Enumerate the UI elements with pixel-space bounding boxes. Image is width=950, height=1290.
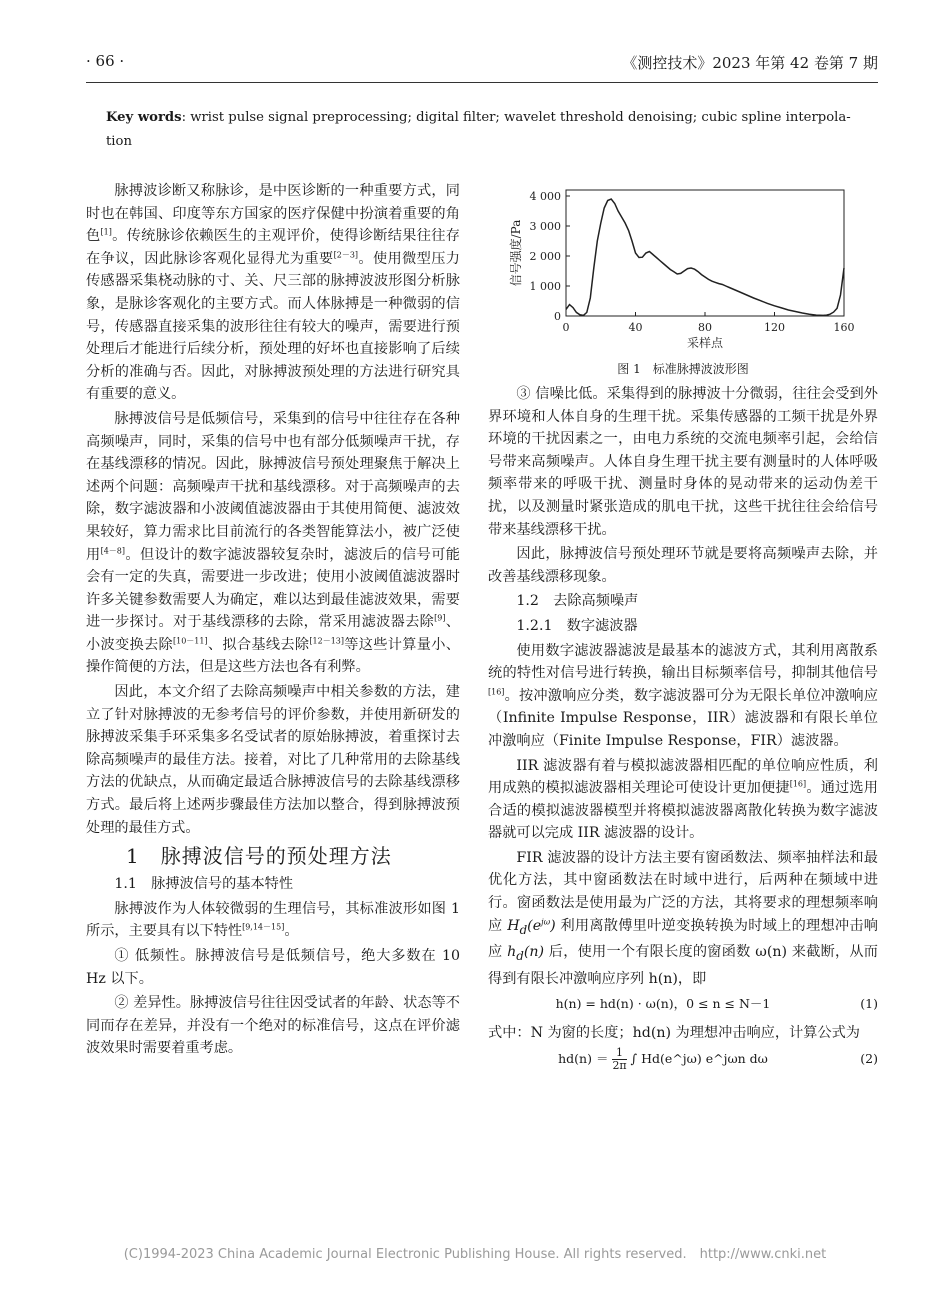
paragraph: 因此，脉搏波信号预处理环节就是要将高频噪声去除，并改善基线漂移现象。 xyxy=(488,546,878,585)
equation-lhs: hd(n) ＝ xyxy=(558,1051,609,1067)
text: 、拟合基线去除 xyxy=(207,636,310,653)
paragraph: ③ 信噪比低。采集得到的脉搏波十分微弱，往往会受到外界环境和人体自身的生理干扰。采集传感器的工频干扰是外界环境的干扰因素之一，由电力系统的交流电频率引起，会给信号带来高频噪声。人体自身生理干扰主要有测量时的人体呼吸频率带来的呼吸干扰、测量时身体的晃动带来的运动伪差干扰，以及测量时紧张造成的肌电干扰，这些干扰往往会给信号带来基线漂移干扰。 xyxy=(488,386,878,538)
copyright-footer: (C)1994-2023 China Academic Journal Electronic Publishing House. All rights reserved. http://www.cnki.net xyxy=(123,1247,827,1262)
y-tick-label: 4 000 xyxy=(529,190,561,203)
paragraph xyxy=(86,180,460,406)
y-axis-label: 信号强度/Pa xyxy=(509,219,523,287)
section-heading: 1 脉搏波信号的预处理方法 xyxy=(126,844,392,869)
paragraph xyxy=(488,847,878,990)
fraction-denominator: 2π xyxy=(612,1059,627,1073)
equation-2 xyxy=(488,1047,878,1072)
citation: [10－11] xyxy=(172,636,208,646)
plot-frame xyxy=(566,190,844,316)
x-tick-label: 80 xyxy=(698,321,712,334)
text: 。传统脉诊依赖医生的主观评价，使得诊断结果往往存在争议，因此脉诊客观化显得尤为重要 xyxy=(86,228,460,267)
x-tick-label: 120 xyxy=(764,321,785,334)
paragraph: ② 差异性。脉搏波信号往往因受试者的年龄、状态等不同而存在差异，并没有一个绝对的标准信号，这点在评价滤波效果时需要着重考虑。 xyxy=(86,995,460,1057)
paragraph xyxy=(488,755,878,845)
text: 。按冲激响应分类，数字滤波器可分为无限长单位冲激响应（Infinite Impulse Response，IIR）滤波器和有限长单位冲激响应（Finite Impulse Response，FIR）滤波器。 xyxy=(488,687,878,749)
subsection-heading: 1.1 脉搏波信号的基本特性 xyxy=(114,876,294,893)
equation-1 xyxy=(488,993,878,1016)
citation: [9] xyxy=(434,613,446,623)
y-tick-label: 0 xyxy=(554,310,561,323)
paragraph xyxy=(86,408,460,679)
text: 。 xyxy=(284,923,299,940)
citation: [16] xyxy=(789,779,807,789)
x-tick-label: 0 xyxy=(562,321,570,334)
equation-number: (1) xyxy=(860,996,878,1012)
subsection-heading: 1.2 去除高频噪声 xyxy=(516,593,639,610)
fraction-numerator: 1 xyxy=(612,1047,626,1060)
text: 。通过选用合适的模拟滤波器模型并将模拟滤波器离散化转换为数字滤波器就可以完成 IIR 滤波器的设计。 xyxy=(488,780,878,842)
text: 脉搏波信号是低频信号，采集到的信号中往往存在各种高频噪声，同时，采集的信号中也有部分低频噪声干扰，存在基线漂移的情况。因此，脉搏波信号预处理聚焦于解决上述两个问题：高频噪声干扰和基线漂移。对于高频噪声的去除，数字滤波器和小波阈值滤波器由于其使用简便、滤波效果较好，算力需求比目前流行的各类智能算法小，被广泛使用 xyxy=(86,410,460,563)
equation-body: h(n) = hd(n) · ω(n)，0 ≤ n ≤ N－1 xyxy=(555,996,771,1012)
journal-title: 《测控技术》2023 年第 42 卷第 7 期 xyxy=(622,54,878,72)
text: 。但设计的数字滤波器较复杂时，滤波后的信号可能会有一定的失真，需要进一步改进；使用小波阈值滤波器时许多关键参数需要人为确定，难以达到最佳滤波效果，需要进一步探讨。对于基线漂移的去除，常采用滤波器去除 xyxy=(86,546,460,631)
paragraph: 式中：N 为窗的长度；hd(n) 为理想冲击响应，计算公式为 xyxy=(488,1024,860,1041)
y-tick-label: 2 000 xyxy=(529,250,561,263)
pulse-waveform-chart xyxy=(496,182,862,378)
text: 、小波变换去除 xyxy=(86,614,460,653)
page-number: · 66 · xyxy=(86,52,125,70)
x-tick-label: 40 xyxy=(628,321,643,334)
text: 脉搏波诊断又称脉诊，是中医诊断的一种重要方式，同时也在韩国、印度等东方国家的医疗保健中扮演着重要的角色 xyxy=(86,183,460,245)
citation: [4－8] xyxy=(100,545,125,555)
paragraph: 因此，本文介绍了去除高频噪声中相关参数的方法，建立了针对脉搏波的无参考信号的评价参数，并使用新研发的脉搏波采集手环采集多名受试者的原始脉搏波，着重探讨去除高频噪声的最佳方法。接着，对比了几种常用的去除基线方法的优缺点，从而确定最适合脉搏波信号的去除基线漂移方式。最后将上述两步骤最佳方法加以整合，得到脉搏波预处理的最佳方式。 xyxy=(86,684,460,836)
fraction xyxy=(612,1047,626,1072)
header-rule xyxy=(86,82,878,83)
keywords-text: : wrist pulse signal preprocessing; digital filter; wavelet threshold denoising; cubic spline interpola-tion xyxy=(106,110,851,149)
text: FIR 滤波器的设计方法主要有窗函数法、频率抽样法和最优化方法，其中窗函数法在时域中进行，后两种在频域中进行。窗函数法是使用最为广泛的方法，其将要求的理想频率响应 xyxy=(488,849,878,934)
math-hdn: $h_d(n)$ xyxy=(507,944,545,963)
subsubsection-heading: 1.2.1 数字滤波器 xyxy=(516,617,638,634)
math-hd: $H_d(e^{j\omega})$ xyxy=(507,916,556,937)
equation-body xyxy=(488,1047,838,1072)
paragraph: ① 低频性。脉搏波信号是低频信号，绝大多数在 10 Hz 以下。 xyxy=(86,948,460,987)
text: 使用数字滤波器滤波是最基本的滤波方式，其利用离散系统的特性对信号进行转换，输出目标频率信号，抑制其他信号 xyxy=(488,642,878,682)
pulse-series-line xyxy=(566,199,844,315)
y-tick-label: 3 000 xyxy=(529,220,561,233)
equation-rhs: ∫ Hd(e^jω) e^jωn dω xyxy=(630,1051,768,1067)
citation: [2－3] xyxy=(333,250,359,260)
text: 脉搏波作为人体较微弱的生理信号，其标准波形如图 1 所示，主要具有以下特性 xyxy=(86,900,460,940)
citation: [1] xyxy=(100,227,112,237)
y-tick-label: 1 000 xyxy=(529,280,561,293)
text: 利用离散傅里叶逆变换转换为时域上的理想冲击响应 xyxy=(488,917,878,961)
citation: [12－13] xyxy=(309,636,344,646)
citation: [16] xyxy=(488,686,505,696)
right-column xyxy=(488,383,878,1078)
text: IIR 滤波器有着与模拟滤波器相匹配的单位响应性质，利用成熟的模拟滤波器相关理论可使设计更加便捷 xyxy=(488,757,878,797)
text: 后，使用一个有限长度的窗函数 ω(n) 来截断，从而得到有限长冲激响应序列 h(n)，即 xyxy=(488,944,878,987)
x-axis-label: 采样点 xyxy=(686,336,724,350)
text: 。使用微型压力传感器采集桡动脉的寸、关、尺三部的脉搏波波形图分析脉象，是脉诊客观化的主要方式。而人体脉搏是一种微弱的信号，传感器直接采集的波形往往有较大的噪声，需要进行预处理后才能进行后续分析，预处理的好坏也直接影响了后续分析的准确与否。因此，对脉搏波预处理的方法进行研究具有重要的意义。 xyxy=(86,250,460,403)
left-column xyxy=(86,180,460,1062)
figure-1 xyxy=(496,182,862,378)
paragraph xyxy=(86,898,460,943)
keywords-label: Key words xyxy=(106,110,182,125)
paragraph xyxy=(488,640,878,753)
figure-caption: 图 1 标准脉搏波波形图 xyxy=(617,362,749,376)
citation: [9,14－15] xyxy=(242,922,285,932)
text: 等这些计算量小、操作简便的方法，但是这些方法也各有利弊。 xyxy=(86,636,460,676)
x-tick-label: 160 xyxy=(833,321,855,334)
keywords xyxy=(106,106,858,154)
equation-number: (2) xyxy=(860,1051,878,1067)
